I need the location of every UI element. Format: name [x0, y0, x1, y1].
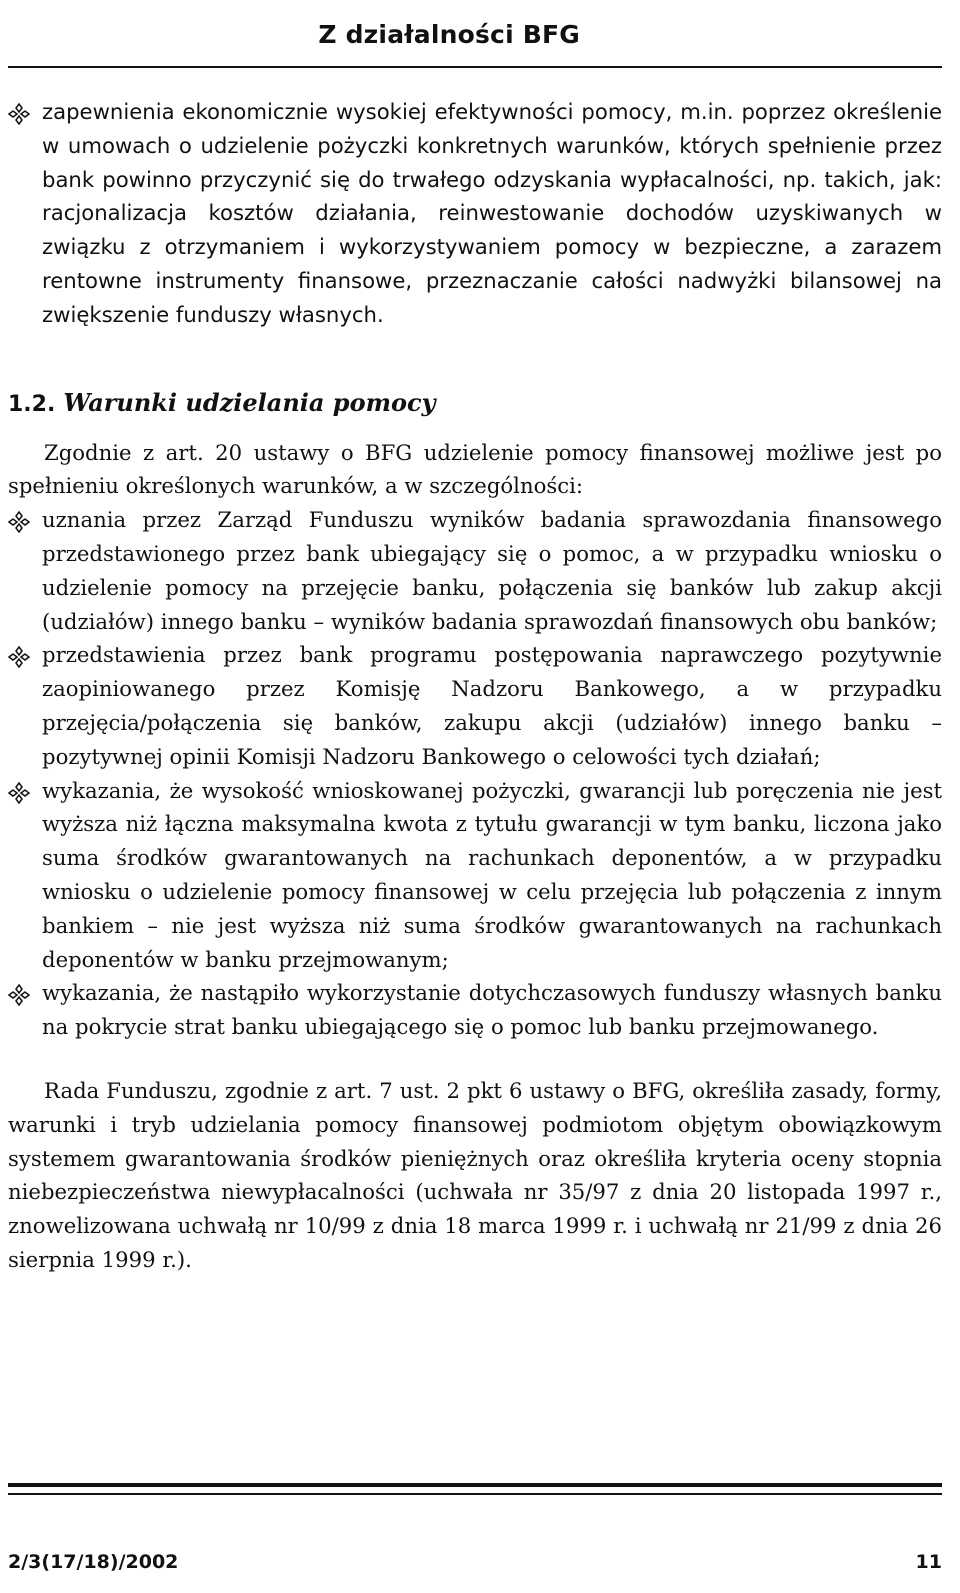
diamond-bullet-icon [8, 646, 30, 668]
footer-rule-thin [8, 1493, 942, 1495]
section-number: 1.2. [8, 391, 56, 417]
issue-number: 2/3(17/18)/2002 [8, 1551, 179, 1573]
header-rule [8, 66, 942, 68]
bullet-text: wykazania, że nastąpiło wykorzystanie dotychczasowych funduszy własnych banku na pokrycie strat banku ubiegającego się o pomoc lub banku przejmowanego. [42, 980, 942, 1040]
paragraph-gap [8, 1044, 942, 1074]
closing-paragraph: Rada Funduszu, zgodnie z art. 7 ust. 2 pkt 6 ustawy o BFG, określiła zasady, formy, warunki i tryb udzielania pomocy finansowej podmiotom objętym obowiązkowym systemem gwarantowania środków pieniężnych oraz określiła kryteria oceny stopnia niebezpieczeństwa niewypłacalności (uchwała nr 35/97 z dnia 20 listopada 1997 r., znowelizowana uchwałą nr 10/99 z dnia 18 marca 1999 r. i uchwałą nr 21/99 z dnia 26 sierpnia 1999 r.). [8, 1077, 942, 1272]
diamond-bullet-icon [8, 984, 30, 1006]
footer-rule-thick [8, 1483, 942, 1487]
diamond-bullet-icon [8, 103, 30, 125]
lead-paragraph: Zgodnie z art. 20 ustawy o BFG udzielenie pomocy finansowej możliwe jest po spełnieniu określonych warunków, a w szczególności: [8, 439, 942, 499]
diamond-bullet-icon [8, 511, 30, 533]
section-title: Warunki udzielania pomocy [63, 387, 436, 417]
bullet-text: przedstawienia przez bank programu postępowania naprawczego pozytywnie zaopiniowanego przez Komisję Nadzoru Bankowego, a w przypadku przejęcia/połączenia się banków, zakupu akcji (udziałów) innego banku – pozytywnej opinii Komisji Nadzoru Bankowego o celowości tych działań; [42, 642, 942, 769]
bullet-item [8, 976, 942, 1044]
bullet-item [8, 638, 942, 773]
intro-bullet-text: zapewnienia ekonomicznie wysokiej efektywności pomocy, m.in. poprzez określenie w umowach o udzielenie pożyczki konkretnych warunków, których spełnienie przez bank powinno przyczynić się do trwałego odzyskania wypłacalności, np. takich, jak: racjonalizacja kosztów działania, reinwestowanie dochodów uzyskiwanych w związku z otrzymaniem i wykorzystywaniem pomocy w bezpieczne, a zarazem rentowne instrumenty finansowe, przeznaczanie całości nadwyżki bilansowej na zwiększenie funduszy własnych. [42, 99, 942, 327]
intro-bullet-item [8, 95, 942, 332]
page [8, 0, 942, 1593]
bullet-text: wykazania, że wysokość wnioskowanej pożyczki, gwarancji lub poręczenia nie jest wyższa niż łączna maksymalna kwota z tytułu gwarancji w tym banku, liczona jako suma środków gwarantowanych na rachunkach deponentów, a w przypadku wniosku o udzielenie pomocy finansowej w celu przejęcia lub połączenia z innym bankiem – nie jest wyższa niż suma środków gwarantowanych na rachunkach deponentów w banku przejmowanym; [42, 777, 942, 972]
bullet-text: uznania przez Zarząd Funduszu wyników badania sprawozdania finansowego przedstawionego przez bank ubiegający się o pomoc, a w przypadku wniosku o udzielenie pomocy na przejęcie banku, połączenia się banków lub zakup akcji (udziałów) innego banku – wyników badania sprawozdań finansowych obu banków; [42, 507, 942, 634]
main-content [8, 95, 942, 1277]
diamond-bullet-icon [8, 782, 30, 804]
page-number: 11 [915, 1551, 942, 1573]
section-heading [8, 386, 942, 422]
running-header: Z działalności BFG [318, 20, 580, 49]
bullet-item [8, 503, 942, 638]
bullet-item [8, 774, 942, 977]
